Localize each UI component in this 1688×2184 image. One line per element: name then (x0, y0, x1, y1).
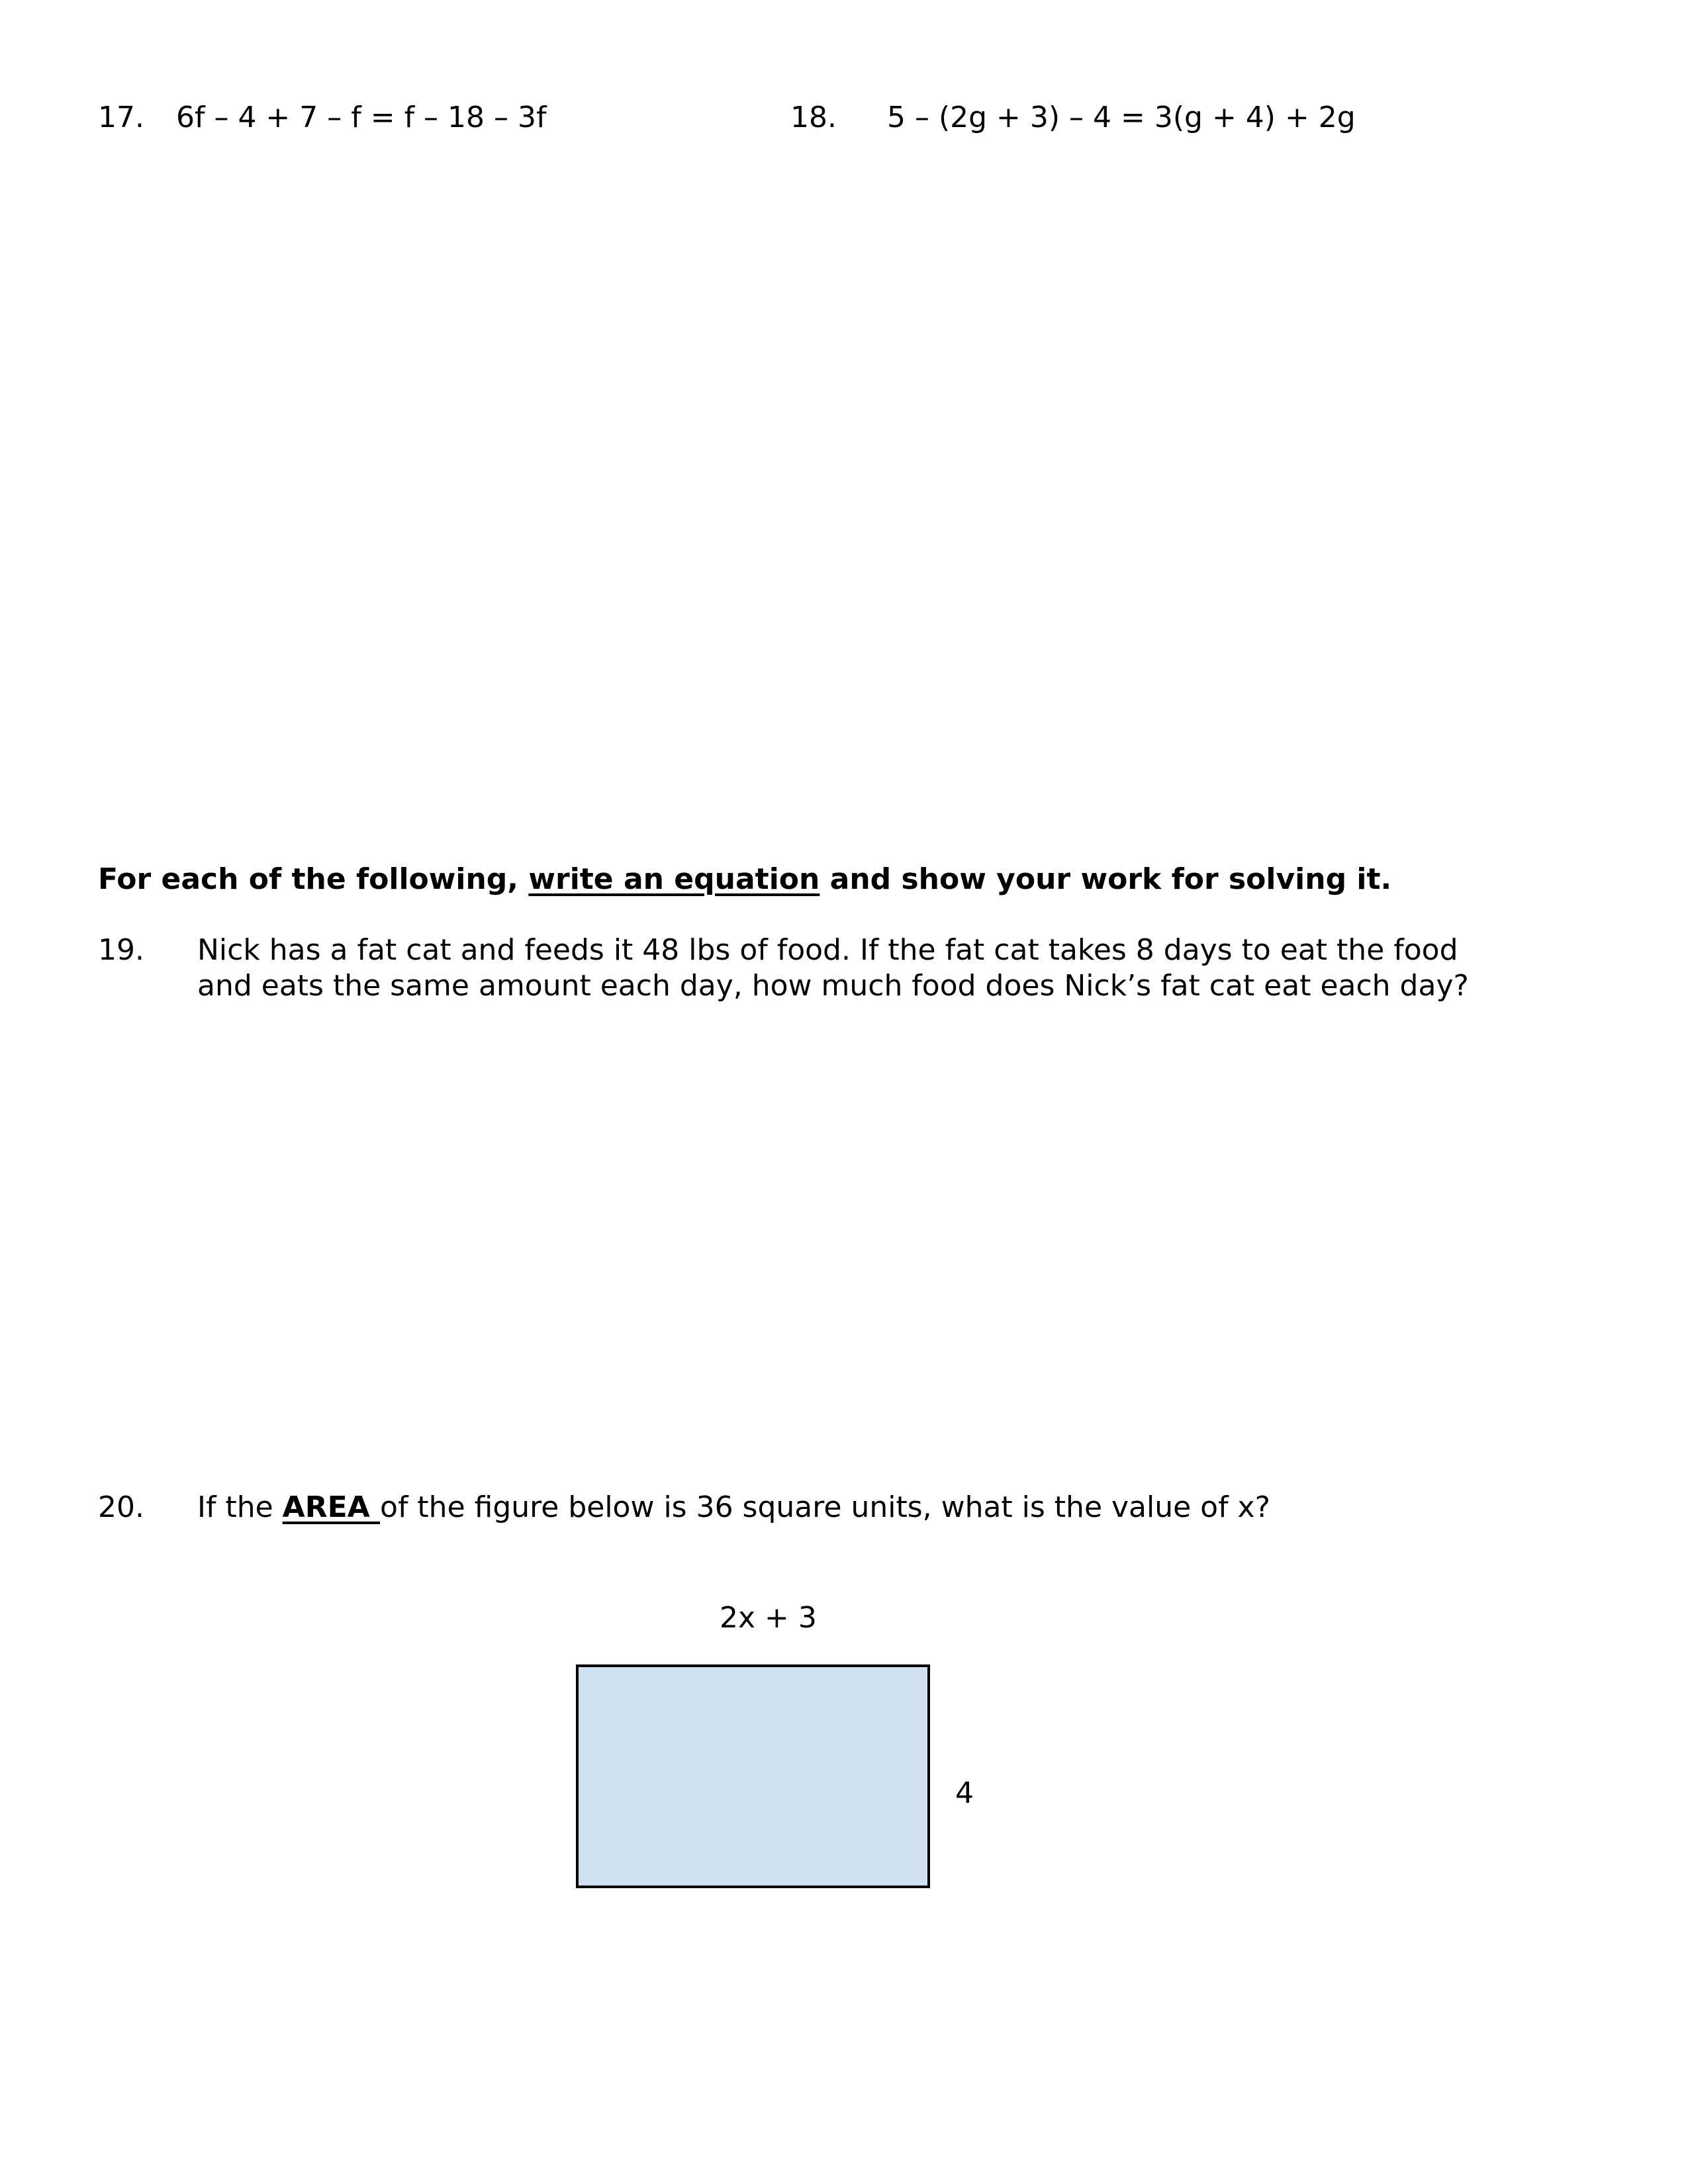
instructions-part1: For each of the following, (98, 862, 529, 896)
figure-rectangle (576, 1664, 930, 1888)
figure-top-label: 2x + 3 (720, 1601, 817, 1635)
figure-side-label: 4 (955, 1776, 974, 1810)
instructions-part2: and show your work for solving it. (820, 862, 1392, 896)
problem-18-equation: 5 – (2g + 3) – 4 = 3(g + 4) + 2g (887, 101, 1356, 134)
problem-20-number: 20. (98, 1490, 144, 1524)
problem-17-equation: 6f – 4 + 7 – f = f – 18 – 3f (175, 101, 547, 134)
problem-20-post: of the figure below is 36 square units, what is the value of x? (380, 1490, 1270, 1524)
problem-19-line-2: and eats the same amount each day, how much food does Nick’s fat cat eat each day? (197, 969, 1469, 1003)
instructions-emphasis: write an equation (528, 862, 820, 896)
problem-20-pre: If the (197, 1490, 283, 1524)
problem-19-line-1: Nick has a fat cat and feeds it 48 lbs of food. If the fat cat takes 8 days to eat the food (197, 933, 1458, 967)
problem-20-emphasis: AREA (282, 1490, 381, 1524)
instructions (98, 862, 1391, 897)
problem-17 (98, 100, 546, 136)
problem-20-text (197, 1490, 1270, 1525)
problem-19-number: 19. (98, 933, 144, 967)
problem-18-number: 18. (790, 101, 837, 134)
problem-17-number: 17. (98, 101, 144, 134)
